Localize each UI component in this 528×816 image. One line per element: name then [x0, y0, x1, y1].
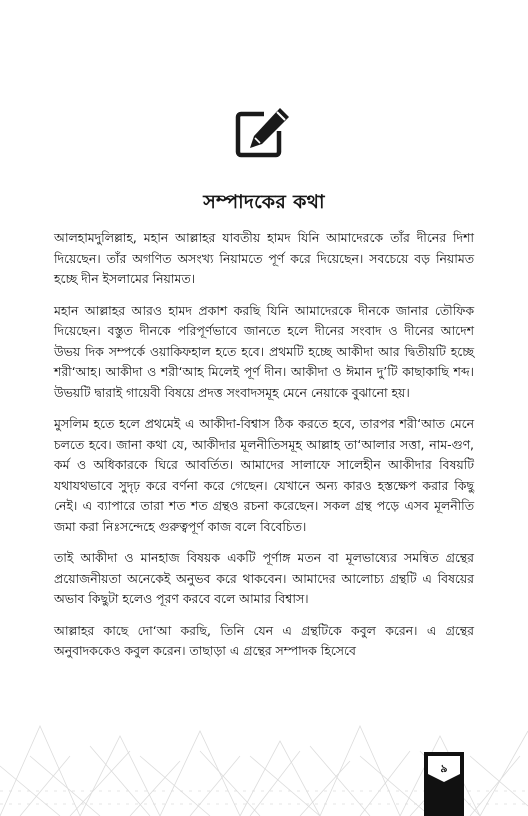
- page-title: সম্পাদকের কথা: [203, 191, 325, 213]
- edit-icon: [234, 105, 292, 159]
- body-text: [54, 228, 474, 673]
- paragraph-2: মহান আল্লাহর আরও হামদ প্রকাশ করছি যিনি আমাদেরকে দীনকে জানার তৌফিক দিয়েছেন। বস্তুত দীনকে পরিপূর্ণভাবে জানতে হলে দীনের সংবাদ ও দীনের আদেশ উভয় দিক সম্পর্কে ওয়াকিফহাল হতে হবে। প্রথমটি হচ্ছে আকীদা আর দ্বিতীয়টি হচ্ছে শরী‘আহ। আকীদা ও শরী‘আহ মিলেই পূর্ণ দীন। আকীদা ও ঈমান দু’টি কাছাকাছি শব্দ। উভয়টি দ্বারাই গায়েবী বিষয়ে প্রদত্ত সংবাদসমূহ মেনে নেয়াকে বুঝানো হয়।: [54, 302, 474, 400]
- paragraph-4: তাই আকীদা ও মানহাজ বিষয়ক একটি পূর্ণাঙ্গ মতন বা মূলভাষ্যের সমন্বিত গ্রন্থের প্রয়োজনীয়তা অনেকেই অনুভব করে থাকবেন। আমাদের আলোচ্য গ্রন্থটি এ বিষয়ের অভাব কিছুটা হলেও পূরণ করবে বলে আমার বিশ্বাস।: [54, 550, 474, 606]
- page-number: ৯: [440, 762, 448, 775]
- paragraph-5: আল্লাহর কাছে দো‘আ করছি, তিনি যেন এ গ্রন্থটিকে কবুল করেন। এ গ্রন্থের অনুবাদককেও কবুল করেন। তাছাড়া এ গ্রন্থের সম্পাদক হিসেবে: [54, 622, 474, 658]
- paragraph-3: মুসলিম হতে হলে প্রথমেই এ আকীদা-বিশ্বাস ঠিক করতে হবে, তারপর শরী‘আত মেনে চলতে হবে। জানা কথা যে, আকীদার মূলনীতিসমূহ আল্লাহ তা‘আলার সত্তা, নাম-গুণ, কর্ম ও অধিকারকে ঘিরে আবর্তিত। আমাদের সালাফে সালেহীন আকীদার বিষয়টি যথাযথভাবে সুদৃঢ় করে বর্ণনা করে গেছেন। যেখানে অন্য কারও হস্তক্ষেপ করার কিছু নেই। এ ব্যাপারে তারা শত শত গ্রন্থও রচনা করেছেন। সকল গ্রন্থ পড়ে এসব মূলনীতি জমা করা নিঃসন্দেহে গুরুত্বপূর্ণ কাজ বলে বিবেচিত।: [54, 416, 474, 534]
- paragraph-1: আলহামদুলিল্লাহ, মহান আল্লাহর যাবতীয় হামদ যিনি আমাদেরকে তাঁর দীনের দিশা দিয়েছেন। তাঁর অগণিত অসংখ্য নিয়ামতে পূর্ণ করে দিয়েছেন। সবচেয়ে বড় নিয়ামত হচ্ছে দীন ইসলামের নিয়ামত।: [54, 230, 474, 286]
